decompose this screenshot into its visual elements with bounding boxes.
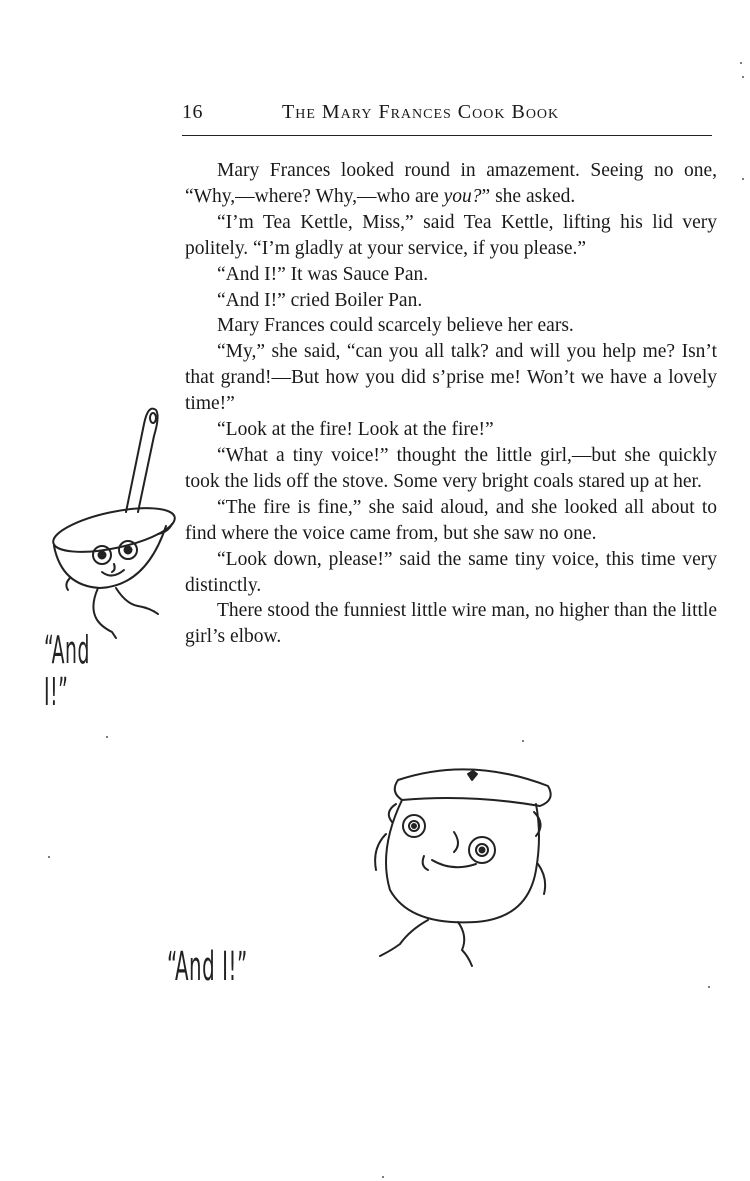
sauce-pan-illustration	[40, 400, 180, 650]
print-speck	[522, 740, 524, 742]
paragraph-1-text: Mary Frances looked round in amazement. Seeing no one, “Why,—where? Why,—who are	[185, 160, 717, 207]
print-speck	[742, 178, 744, 180]
paragraph-11: There stood the funniest little wire man, no higher than the little girl’s elbow.	[185, 600, 717, 648]
paragraph-9: “The fire is fine,” she said aloud, and she looked all about to find where the voice came from, but she saw no one.	[185, 496, 717, 544]
paragraph-6: “My,” she said, “can you all talk? and will you help me? Isn’t that grand!—But how you did s’prise me! Won’t we have a lovely time!”	[185, 341, 717, 415]
paragraph-2: “I’m Tea Kettle, Miss,” said Tea Kettle, lifting his lid very politely. “I’m gladly at your service, if you please.”	[185, 211, 717, 259]
sauce-pan-caption-line-1: “And	[44, 628, 90, 672]
page-number: 16	[182, 101, 203, 123]
paragraph-7: “Look at the fire! Look at the fire!”	[217, 419, 494, 441]
paragraph-8: “What a tiny voice!” thought the little girl,—but she quickly took the lids off the stove. Some very bright coals stared up at her.	[185, 444, 717, 492]
print-speck	[708, 986, 710, 988]
print-speck	[740, 62, 742, 64]
print-speck	[382, 1176, 384, 1178]
paragraph-1	[185, 158, 717, 210]
paragraph-5: Mary Frances could scarcely believe her ears.	[217, 315, 574, 337]
body-text	[185, 158, 717, 650]
sauce-pan-caption-line-2: I!”	[44, 670, 69, 714]
print-speck	[48, 856, 50, 858]
boiler-pan-caption: “And I!”	[167, 944, 248, 990]
print-speck	[106, 736, 108, 738]
running-head: The Mary Frances Cook Book	[282, 101, 560, 123]
header-rule	[182, 135, 712, 136]
paragraph-3: “And I!” It was Sauce Pan.	[217, 263, 429, 285]
paragraph-10: “Look down, please!” said the same tiny voice, this time very distinctly.	[185, 548, 717, 596]
boiler-pan-illustration	[350, 760, 560, 975]
paragraph-4: “And I!” cried Boiler Pan.	[217, 289, 423, 311]
paragraph-1-emphasis: you?	[443, 185, 482, 207]
paragraph-1-end: ” she asked.	[481, 185, 576, 207]
print-speck	[742, 76, 744, 78]
